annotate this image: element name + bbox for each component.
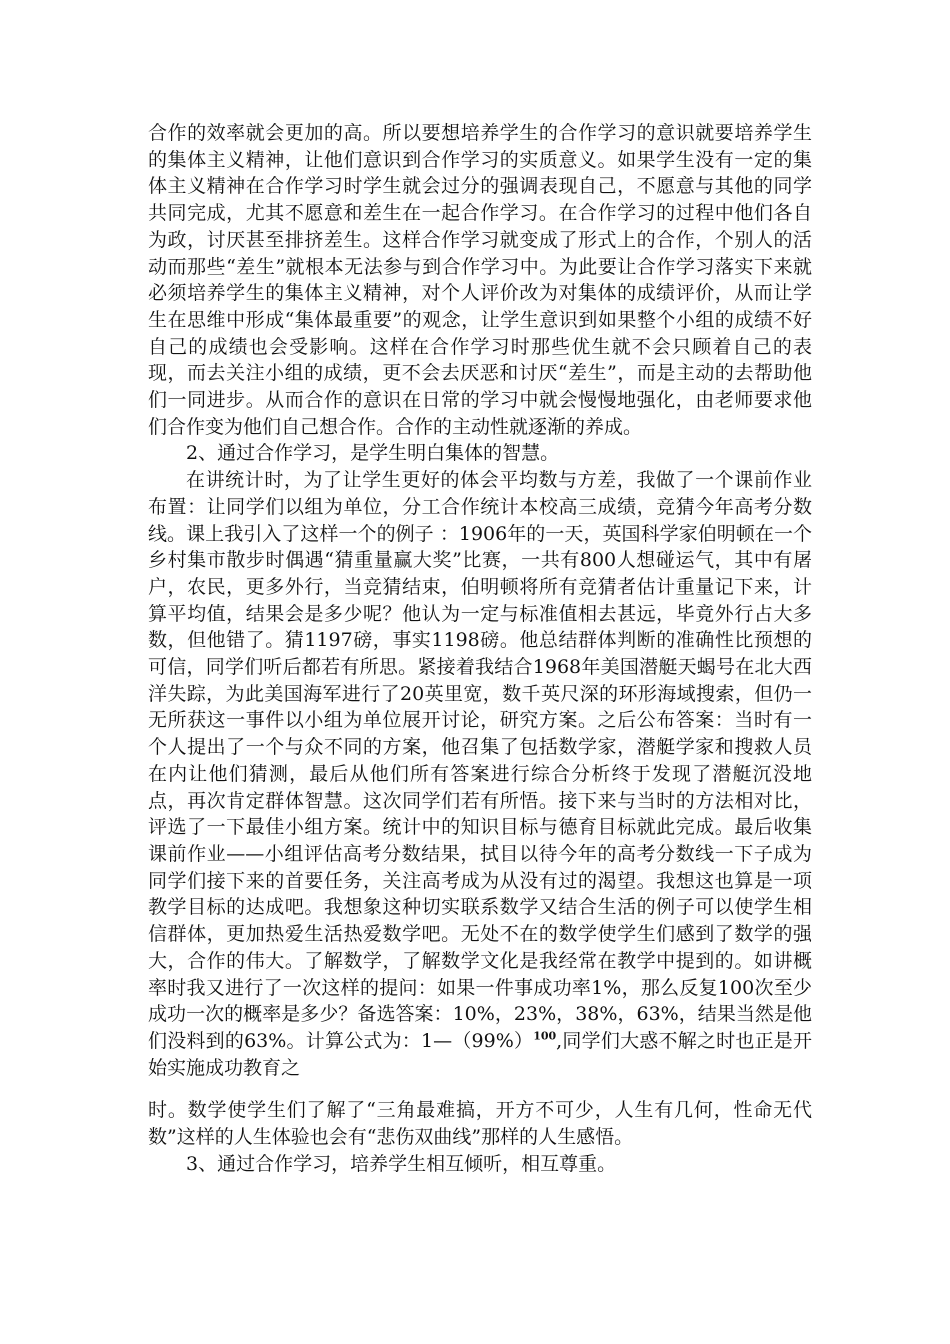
paragraph-statistics-example	[148, 467, 812, 1081]
formula-exponent: 100	[533, 1029, 557, 1043]
section-heading-3: 3、通过合作学习，培养学生相互倾听，相互尊重。	[186, 1152, 617, 1175]
paragraph-math-life: 时。数学使学生们了解了“三角最难搞，开方不可少，人生有几何，性命无代数”这样的人生体验也会有“悲伤双曲线”那样的人生感悟。	[148, 1099, 812, 1149]
paragraph-collectivism: 合作的效率就会更加的高。所以要想培养学生的合作学习的意识就要培养学生的集体主义精神，让他们意识到合作学习的实质意义。如果学生没有一定的集体主义精神在合作学习时学生就会过分的强调表现自己，不愿意与其他的同学共同完成，尤其不愿意和差生在一起合作学习。在合作学习的过程中他们各自为政，讨厌甚至排挤差生。这样合作学习就变成了形式上的合作，个别人的活动而那些“差生”就根本无法参与到合作学习中。为此要让合作学习落实下来就必须培养学生的集体主义精神，对个人评价改为对集体的成绩评价，从而让学生在思维中形成“集体最重要”的观念，让学生意识到如果整个小组的成绩不好自己的成绩也会受影响。这样在合作学习时那些优生就不会只顾着自己的表现，而去关注小组的成绩，更不会去厌恶和讨厌“差生”，而是主动的去帮助他们一同进步。从而合作的意识在日常的学习中就会慢慢地强化，由老师要求他们合作变为他们自己想合作。合作的主动性就逐渐的养成。	[148, 122, 812, 438]
section-heading-2: 2、通过合作学习，是学生明白集体的智慧。	[186, 442, 560, 465]
paragraph-main-text: 在讲统计时，为了让学生更好的体会平均数与方差，我做了一个课前作业布置：让同学们以组为单位，分工合作统计本校高三成绩，竞猜今年高考分数线。课上我引入了这样一个的例子 ：1906年的一天，英国科学家伯明顿在一个乡村集市散步时偶遇“猜重量赢大奖”比赛，一共有800人想碰运气，其中有屠户，农民，更多外行，当竞猜结束，伯明顿将所有竞猜者估计重量记下来，计算平均值，结果会是多少呢？他认为一定与标准值相去甚远，毕竟外行占大多数，但他错了。猜1197磅，事实1198磅。他总结群体判断的准确性比预想的可信，同学们听后都若有所思。紧接着我结合1968年美国潜艇天蝎号在北大西洋失踪，为此美国海军进行了20英里宽，数千英尺深的环形海域搜索，但仍一无所获这一事件以小组为单位展开讨论，研究方案。之后公布答案：当时有一个人提出了一个与众不同的方案，他召集了包括数学家，潜艇学家和搜救人员在内让他们猜测，最后从他们所有答案进行综合分析终于发现了潜艇沉没地点，再次肯定群体智慧。这次同学们若有所悟。接下来与当时的方法相对比，评选了一下最佳小组方案。统计中的知识目标与德育目标就此完成。最后收集课前作业——小组评估高考分数结果，拭目以待今年的高考分数线一下子成为同学们接下来的首要任务，关注高考成为从没有过的渴望。我想这也算是一项教学目标的达成吧。我想象这种切实联系数学又结合生活的例子可以使学生相信群体，更加热爱生活热爱数学吧。无处不在的数学使学生们感到了数学的强大，合作的伟大。了解数学，了解数学文化是我经常在教学中提到的。如讲概率时我又进行了一次这样的提问：如果一件事成功率1%，那么反复100次至少成功一次的概率是多少？备选答案：10%，23%，38%，63%，结果当然是他们没料到的63%。计算公式为：1—（99%）	[148, 469, 812, 1052]
document-body	[148, 120, 812, 1177]
paragraph-tail-text: ,同学们大惑不解之时也正是开始实施成功教育之	[148, 1029, 812, 1079]
